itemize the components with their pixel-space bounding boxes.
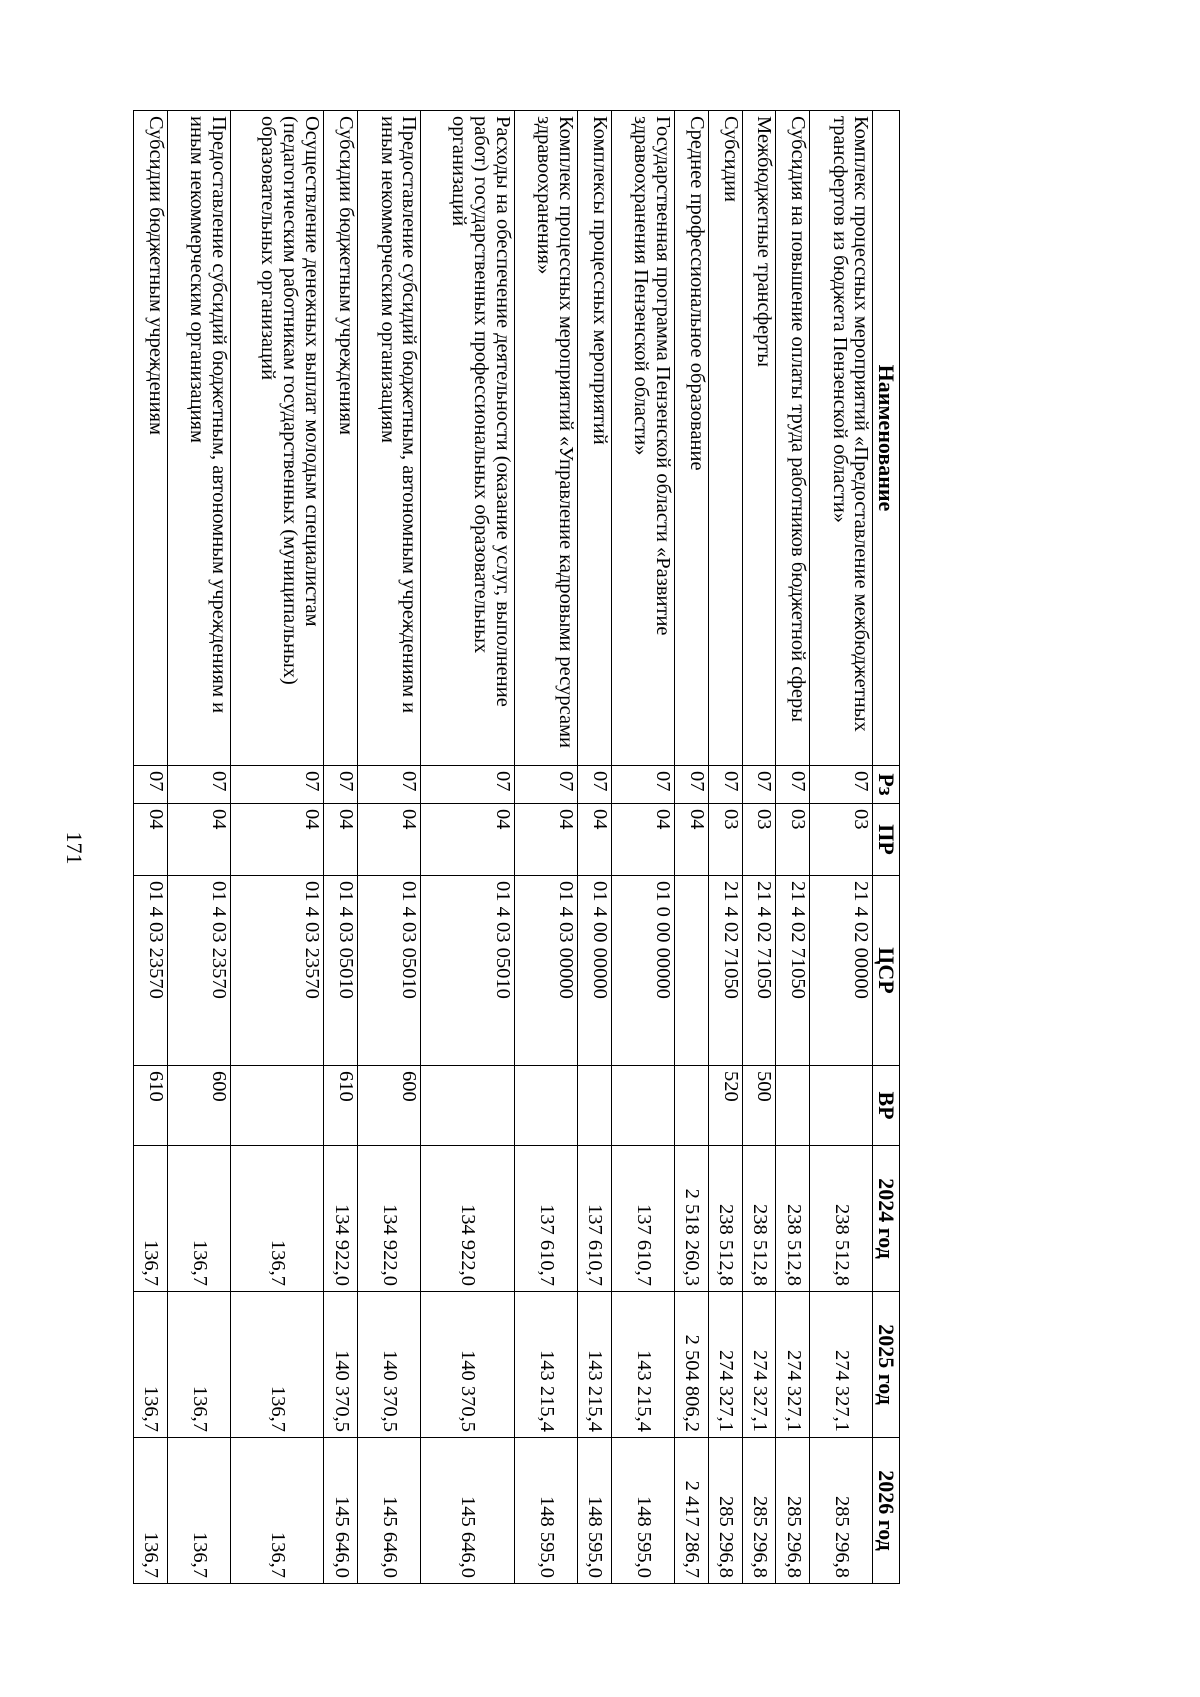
cell-vr: [421, 1066, 514, 1146]
cell-2024: 137 610,7: [611, 1146, 674, 1292]
cell-2025: 274 327,1: [776, 1292, 810, 1438]
cell-csr: [675, 876, 709, 1066]
cell-rz: 07: [675, 766, 709, 804]
header-2024: 2024 год: [873, 1146, 900, 1292]
cell-csr: 01 4 03 23570: [167, 876, 230, 1066]
cell-pr: 04: [611, 804, 674, 876]
cell-2024: 136,7: [134, 1146, 168, 1292]
cell-2024: 134 922,0: [358, 1146, 421, 1292]
table-row: [167, 111, 230, 1584]
cell-2026: 148 595,0: [577, 1438, 611, 1584]
table-row: [776, 111, 810, 1584]
cell-2026: 148 595,0: [514, 1438, 577, 1584]
cell-name: Субсидии бюджетным учреждениям: [324, 111, 358, 766]
cell-vr: 600: [167, 1066, 230, 1146]
cell-2025: 136,7: [231, 1292, 324, 1438]
cell-2025: 2 504 806,2: [675, 1292, 709, 1438]
cell-csr: 21 4 02 71050: [742, 876, 776, 1066]
cell-rz: 07: [421, 766, 514, 804]
cell-pr: 04: [577, 804, 611, 876]
header-rz: Рз: [873, 766, 900, 804]
page-number: 171: [62, 831, 87, 865]
cell-vr: 610: [134, 1066, 168, 1146]
cell-name: Субсидии: [708, 111, 742, 766]
cell-pr: 04: [421, 804, 514, 876]
cell-rz: 07: [742, 766, 776, 804]
table-row: [577, 111, 611, 1584]
cell-vr: 600: [358, 1066, 421, 1146]
table-row: [324, 111, 358, 1584]
cell-csr: 21 4 02 71050: [708, 876, 742, 1066]
budget-table: [133, 110, 900, 1584]
cell-name: Комплексы процессных мероприятий: [577, 111, 611, 766]
cell-2025: 274 327,1: [708, 1292, 742, 1438]
cell-csr: 01 4 00 00000: [577, 876, 611, 1066]
cell-csr: 01 4 03 05010: [421, 876, 514, 1066]
cell-2026: 145 646,0: [421, 1438, 514, 1584]
cell-2024: 238 512,8: [742, 1146, 776, 1292]
cell-pr: 04: [358, 804, 421, 876]
cell-pr: 04: [514, 804, 577, 876]
header-row: [873, 111, 900, 1584]
header-2025: 2025 год: [873, 1292, 900, 1438]
cell-vr: [810, 1066, 873, 1146]
cell-vr: 610: [324, 1066, 358, 1146]
cell-vr: [577, 1066, 611, 1146]
cell-2024: 137 610,7: [514, 1146, 577, 1292]
cell-2025: 143 215,4: [611, 1292, 674, 1438]
cell-csr: 01 4 03 23570: [231, 876, 324, 1066]
cell-rz: 07: [167, 766, 230, 804]
cell-rz: 07: [514, 766, 577, 804]
cell-pr: 03: [742, 804, 776, 876]
cell-rz: 07: [810, 766, 873, 804]
cell-csr: 21 4 02 00000: [810, 876, 873, 1066]
cell-csr: 01 4 03 23570: [134, 876, 168, 1066]
cell-vr: [514, 1066, 577, 1146]
cell-2024: 136,7: [167, 1146, 230, 1292]
cell-vr: [611, 1066, 674, 1146]
cell-pr: 04: [167, 804, 230, 876]
cell-pr: 04: [134, 804, 168, 876]
cell-2024: 2 518 260,3: [675, 1146, 709, 1292]
cell-2025: 140 370,5: [358, 1292, 421, 1438]
cell-2025: 143 215,4: [577, 1292, 611, 1438]
cell-pr: 04: [675, 804, 709, 876]
cell-name: Комплекс процессных мероприятий «Предоставление межбюджетных трансфертов из бюджета Пензенской области»: [810, 111, 873, 766]
cell-2024: 136,7: [231, 1146, 324, 1292]
cell-vr: [231, 1066, 324, 1146]
cell-2024: 238 512,8: [776, 1146, 810, 1292]
cell-pr: 04: [231, 804, 324, 876]
cell-name: Межбюджетные трансферты: [742, 111, 776, 766]
cell-2026: 285 296,8: [776, 1438, 810, 1584]
cell-name: Субсидии бюджетным учреждениям: [134, 111, 168, 766]
cell-2024: 238 512,8: [708, 1146, 742, 1292]
cell-2024: 238 512,8: [810, 1146, 873, 1292]
cell-rz: 07: [231, 766, 324, 804]
cell-vr: [675, 1066, 709, 1146]
cell-name: Предоставление субсидий бюджетным, автономным учреждениям и иным некоммерческим организациям: [358, 111, 421, 766]
table-row: [611, 111, 674, 1584]
cell-vr: 500: [742, 1066, 776, 1146]
cell-2025: 143 215,4: [514, 1292, 577, 1438]
cell-2026: 285 296,8: [810, 1438, 873, 1584]
table-row: [742, 111, 776, 1584]
cell-2026: 285 296,8: [708, 1438, 742, 1584]
table-row: [675, 111, 709, 1584]
cell-name: Комплекс процессных мероприятий «Управление кадровыми ресурсами здравоохранения»: [514, 111, 577, 766]
cell-2026: 145 646,0: [324, 1438, 358, 1584]
cell-2025: 136,7: [167, 1292, 230, 1438]
cell-2026: 136,7: [231, 1438, 324, 1584]
cell-rz: 07: [577, 766, 611, 804]
cell-2025: 136,7: [134, 1292, 168, 1438]
table-row: [514, 111, 577, 1584]
cell-2026: 136,7: [134, 1438, 168, 1584]
cell-name: Государственная программа Пензенской области «Развитие здравоохранения Пензенской области»: [611, 111, 674, 766]
cell-csr: 01 4 03 00000: [514, 876, 577, 1066]
cell-csr: 21 4 02 71050: [776, 876, 810, 1066]
cell-2026: 2 417 286,7: [675, 1438, 709, 1584]
header-name: Наименование: [873, 111, 900, 766]
table-row: [134, 111, 168, 1584]
table-row: [421, 111, 514, 1584]
header-csr: ЦСР: [873, 876, 900, 1066]
rotated-table-wrapper: [133, 110, 900, 1583]
cell-rz: 07: [358, 766, 421, 804]
cell-rz: 07: [776, 766, 810, 804]
cell-2025: 140 370,5: [421, 1292, 514, 1438]
cell-rz: 07: [134, 766, 168, 804]
cell-2026: 148 595,0: [611, 1438, 674, 1584]
cell-name: Среднее профессиональное образование: [675, 111, 709, 766]
cell-rz: 07: [708, 766, 742, 804]
cell-2024: 134 922,0: [421, 1146, 514, 1292]
cell-rz: 07: [324, 766, 358, 804]
cell-2025: 140 370,5: [324, 1292, 358, 1438]
cell-rz: 07: [611, 766, 674, 804]
cell-2024: 137 610,7: [577, 1146, 611, 1292]
cell-vr: [776, 1066, 810, 1146]
cell-vr: 520: [708, 1066, 742, 1146]
cell-pr: 03: [708, 804, 742, 876]
cell-2025: 274 327,1: [810, 1292, 873, 1438]
cell-2026: 136,7: [167, 1438, 230, 1584]
cell-2024: 134 922,0: [324, 1146, 358, 1292]
header-2026: 2026 год: [873, 1438, 900, 1584]
table-row: [708, 111, 742, 1584]
table-row: [810, 111, 873, 1584]
table-row: [231, 111, 324, 1584]
cell-name: Осуществление денежных выплат молодым специалистам (педагогическим работникам государственных (муниципальных) образовательных организаций: [231, 111, 324, 766]
cell-2026: 285 296,8: [742, 1438, 776, 1584]
cell-2025: 274 327,1: [742, 1292, 776, 1438]
cell-pr: 03: [776, 804, 810, 876]
header-pr: ПР: [873, 804, 900, 876]
header-vr: ВР: [873, 1066, 900, 1146]
cell-name: Расходы на обеспечение деятельности (оказание услуг, выполнение работ) государственных профессиональных образовательных организаций: [421, 111, 514, 766]
cell-csr: 01 4 03 05010: [324, 876, 358, 1066]
cell-csr: 01 0 00 00000: [611, 876, 674, 1066]
cell-pr: 03: [810, 804, 873, 876]
cell-pr: 04: [324, 804, 358, 876]
table-row: [358, 111, 421, 1584]
cell-csr: 01 4 03 05010: [358, 876, 421, 1066]
cell-name: Субсидия на повышение оплаты труда работников бюджетной сферы: [776, 111, 810, 766]
cell-2026: 145 646,0: [358, 1438, 421, 1584]
cell-name: Предоставление субсидий бюджетным, автономным учреждениям и иным некоммерческим организациям: [167, 111, 230, 766]
